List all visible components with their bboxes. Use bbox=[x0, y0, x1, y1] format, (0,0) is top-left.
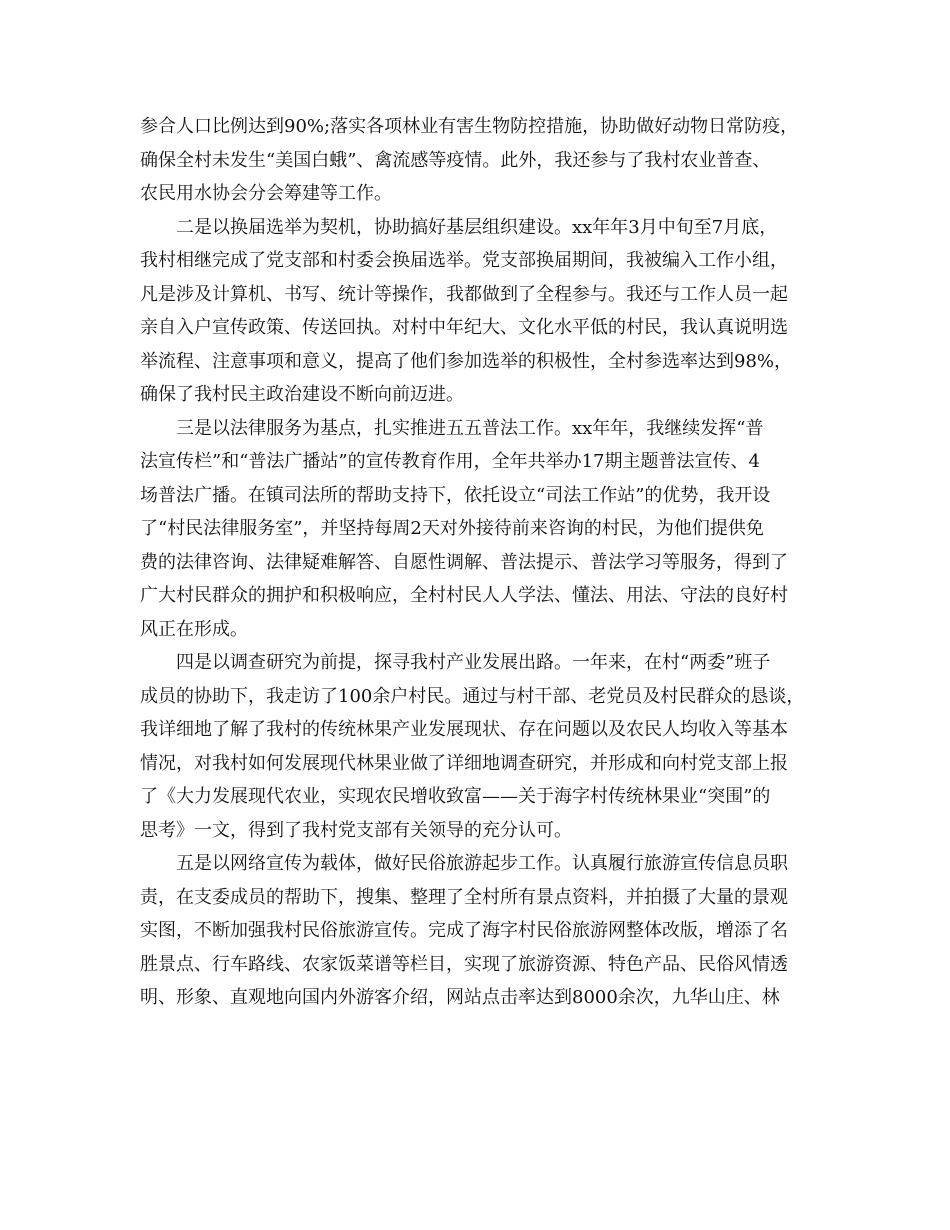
paragraph-first-line: 五是以网络宣传为载体，做好民俗旅游起步工作。认真履行旅游宣传信息员职 bbox=[176, 853, 788, 874]
text-line: 亲自入户宣传政策、传送回执。对村中年纪大、文化水平低的村民，我认真说明选 bbox=[140, 317, 788, 338]
text-line: 了《大力发展现代农业，实现农民增收致富——关于海字村传统林果业“突围”的 bbox=[140, 786, 771, 807]
text-line: 法宣传栏”和“普法广播站”的宣传教育作用，全年共举办17期主题普法宣传、4 bbox=[140, 451, 760, 472]
text-line: 情况，对我村如何发展现代林果业做了详细地调查研究，并形成和向村党支部上报 bbox=[140, 752, 788, 774]
text-line: 举流程、注意事项和意义，提高了他们参加选举的积极性，全村参选率达到98%， bbox=[140, 350, 793, 372]
text-line: 参合人口比例达到90%;落实各项林业有害生物防控措施，协助做好动物日常防疫， bbox=[140, 116, 799, 137]
text-line: 确保了我村民主政治建设不断向前迈进。 bbox=[140, 384, 464, 405]
text-line: 明、形象、直观地向国内外游客介绍，网站点击率达到8000余次，九华山庄、林 bbox=[140, 987, 780, 1008]
text-line: 费的法律咨询、法律疑难解答、自愿性调解、普法提示、普法学习等服务，得到了 bbox=[140, 551, 788, 573]
text-line: 场普法广播。在镇司法所的帮助支持下，依托设立“司法工作站”的优势，我开设 bbox=[140, 484, 771, 506]
text-line: 凡是涉及计算机、书写、统计等操作，我都做到了全程参与。我还与工作人员一起 bbox=[140, 283, 788, 305]
paragraph-first-line: 三是以法律服务为基点，扎实推进五五普法工作。xx年年，我继续发挥“普 bbox=[176, 417, 764, 439]
text-line: 农民用水协会分会筹建等工作。 bbox=[140, 183, 392, 204]
text-line: 了“村民法律服务室”，并坚持每周2天对外接待前来咨询的村民，为他们提供免 bbox=[140, 518, 764, 539]
paragraph-first-line: 二是以换届选举为契机，协助搞好基层组织建设。xx年年3月中旬至7月底， bbox=[176, 216, 778, 238]
text-line: 成员的协助下，我走访了100余户村民。通过与村干部、老党员及村民群众的恳谈， bbox=[140, 685, 805, 707]
text-line: 我详细地了解了我村的传统林果产业发展现状、存在问题以及农民人均收入等基本 bbox=[140, 719, 788, 740]
text-line: 思考》一文，得到了我村党支部有关领导的充分认可。 bbox=[140, 819, 572, 841]
text-line: 责，在支委成员的帮助下，搜集、整理了全村所有景点资料，并拍摄了大量的景观 bbox=[140, 886, 788, 908]
text-line: 胜景点、行车路线、农家饭菜谱等栏目，实现了旅游资源、特色产品、民俗风情透 bbox=[140, 953, 788, 975]
text-line: 我村相继完成了党支部和村委会换届选举。党支部换届期间，我被编入工作小组， bbox=[140, 250, 788, 271]
text-line: 广大村民群众的拥护和积极响应，全村村民人人学法、懂法、用法、守法的良好村 bbox=[140, 585, 788, 606]
paragraph-first-line: 四是以调查研究为前提，探寻我村产业发展出路。一年来，在村“两委”班子 bbox=[176, 652, 771, 673]
text-line: 风正在形成。 bbox=[140, 618, 248, 640]
text-line: 实图，不断加强我村民俗旅游宣传。完成了海字村民俗旅游网整体改版，增添了名 bbox=[140, 920, 788, 941]
text-line: 确保全村未发生“美国白蛾”、禽流感等疫情。此外，我还参与了我村农业普查、 bbox=[140, 149, 771, 171]
document-body bbox=[140, 110, 822, 1015]
